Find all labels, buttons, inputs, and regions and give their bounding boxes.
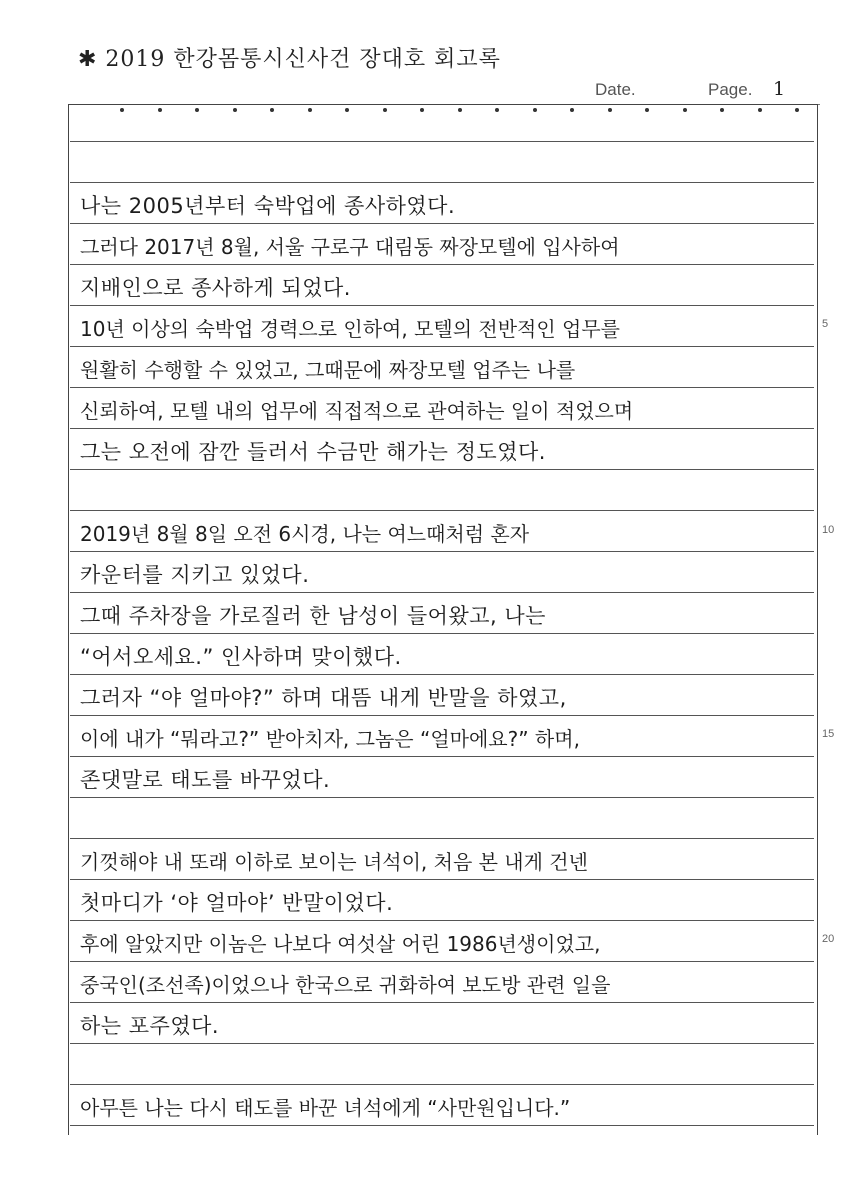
ruled-line: [70, 1084, 814, 1085]
text-line: 이에 내가 “뭐라고?” 받아치자, 그놈은 “얼마에요?” 하며,: [80, 727, 580, 751]
text-line: 아무튼 나는 다시 태도를 바꾼 녀석에게 “사만원입니다.”: [80, 1096, 571, 1120]
text-line: 2019년 8월 8일 오전 6시경, 나는 여느때처럼 혼자: [80, 522, 530, 546]
ruled-line: [70, 428, 814, 429]
guide-dot: [270, 108, 274, 112]
guide-dot: [195, 108, 199, 112]
text-line: 나는 2005년부터 숙박업에 종사하였다.: [80, 194, 456, 218]
ruled-line: [70, 182, 814, 183]
text-line: 10년 이상의 숙박업 경력으로 인하여, 모텔의 전반적인 업무를: [80, 317, 620, 341]
guide-dot: [720, 108, 724, 112]
text-line: 중국인(조선족)이었으나 한국으로 귀화하여 보도방 관련 일을: [80, 973, 611, 997]
guide-dot: [158, 108, 162, 112]
guide-dot: [795, 108, 799, 112]
ruled-line: [70, 592, 814, 593]
guide-dot: [458, 108, 462, 112]
ruled-line: [70, 387, 814, 388]
margin-line-number: 10: [822, 524, 835, 536]
guide-dot: [683, 108, 687, 112]
text-line: 첫마디가 ‘야 얼마야’ 반말이었다.: [80, 891, 394, 915]
ruled-line: [70, 264, 814, 265]
text-line: “어서오세요.” 인사하며 맞이했다.: [80, 645, 402, 669]
text-line: 그러자 “야 얼마야?” 하며 대뜸 내게 반말을 하였고,: [80, 686, 567, 710]
guide-dot: [608, 108, 612, 112]
memoir-title: ✱ 2019 한강몸통시신사건 장대호 회고록: [78, 47, 501, 72]
ruled-line: [70, 346, 814, 347]
ruled-line: [70, 756, 814, 757]
text-line: 존댓말로 태도를 바꾸었다.: [80, 768, 331, 792]
ruled-line: [70, 1043, 814, 1044]
text-line: 하는 포주였다.: [80, 1014, 220, 1038]
guide-dot: [533, 108, 537, 112]
text-line: 그는 오전에 잠깐 들러서 수금만 해가는 정도였다.: [80, 440, 546, 464]
guide-dot: [645, 108, 649, 112]
ruled-line: [70, 961, 814, 962]
text-line: 신뢰하여, 모텔 내의 업무에 직접적으로 관여하는 일이 적었으며: [80, 399, 634, 423]
ruled-line: [70, 674, 814, 675]
ruled-line: [70, 469, 814, 470]
ruled-line: [70, 838, 814, 839]
page-label: Page.: [708, 80, 753, 99]
guide-dot: [758, 108, 762, 112]
dot-row: [68, 106, 816, 116]
ruled-line: [70, 1125, 814, 1126]
ruled-line: [70, 305, 814, 306]
guide-dot: [570, 108, 574, 112]
guide-dot: [233, 108, 237, 112]
text-line: 원활히 수행할 수 있었고, 그때문에 짜장모텔 업주는 나를: [80, 358, 576, 382]
text-line: 지배인으로 종사하게 되었다.: [80, 276, 351, 300]
ruled-line: [70, 141, 814, 142]
ruled-line: [70, 920, 814, 921]
guide-dot: [383, 108, 387, 112]
ruled-line: [70, 715, 814, 716]
page-number: 1: [773, 78, 786, 100]
guide-dot: [495, 108, 499, 112]
ruled-line: [70, 223, 814, 224]
guide-dot: [308, 108, 312, 112]
text-line: 후에 알았지만 이놈은 나보다 여섯살 어린 1986년생이었고,: [80, 932, 601, 956]
ruled-line: [70, 510, 814, 511]
text-line: 그때 주차장을 가로질러 한 남성이 들어왔고, 나는: [80, 604, 546, 628]
guide-dot: [120, 108, 124, 112]
margin-line-number: 5: [822, 318, 829, 330]
ruled-line: [70, 1002, 814, 1003]
text-line: 그러다 2017년 8월, 서울 구로구 대림동 짜장모텔에 입사하여: [80, 235, 620, 259]
margin-line-number: 15: [822, 728, 835, 740]
ruled-line: [70, 879, 814, 880]
ruled-line: [70, 797, 814, 798]
text-line: 카운터를 지키고 있었다.: [80, 563, 310, 587]
guide-dot: [420, 108, 424, 112]
ruled-line: [70, 551, 814, 552]
margin-line-number: 20: [822, 933, 835, 945]
text-line: 기껏해야 내 또래 이하로 보이는 녀석이, 처음 본 내게 건넨: [80, 850, 588, 874]
ruled-line: [70, 633, 814, 634]
guide-dot: [345, 108, 349, 112]
date-label: Date.: [595, 80, 636, 99]
